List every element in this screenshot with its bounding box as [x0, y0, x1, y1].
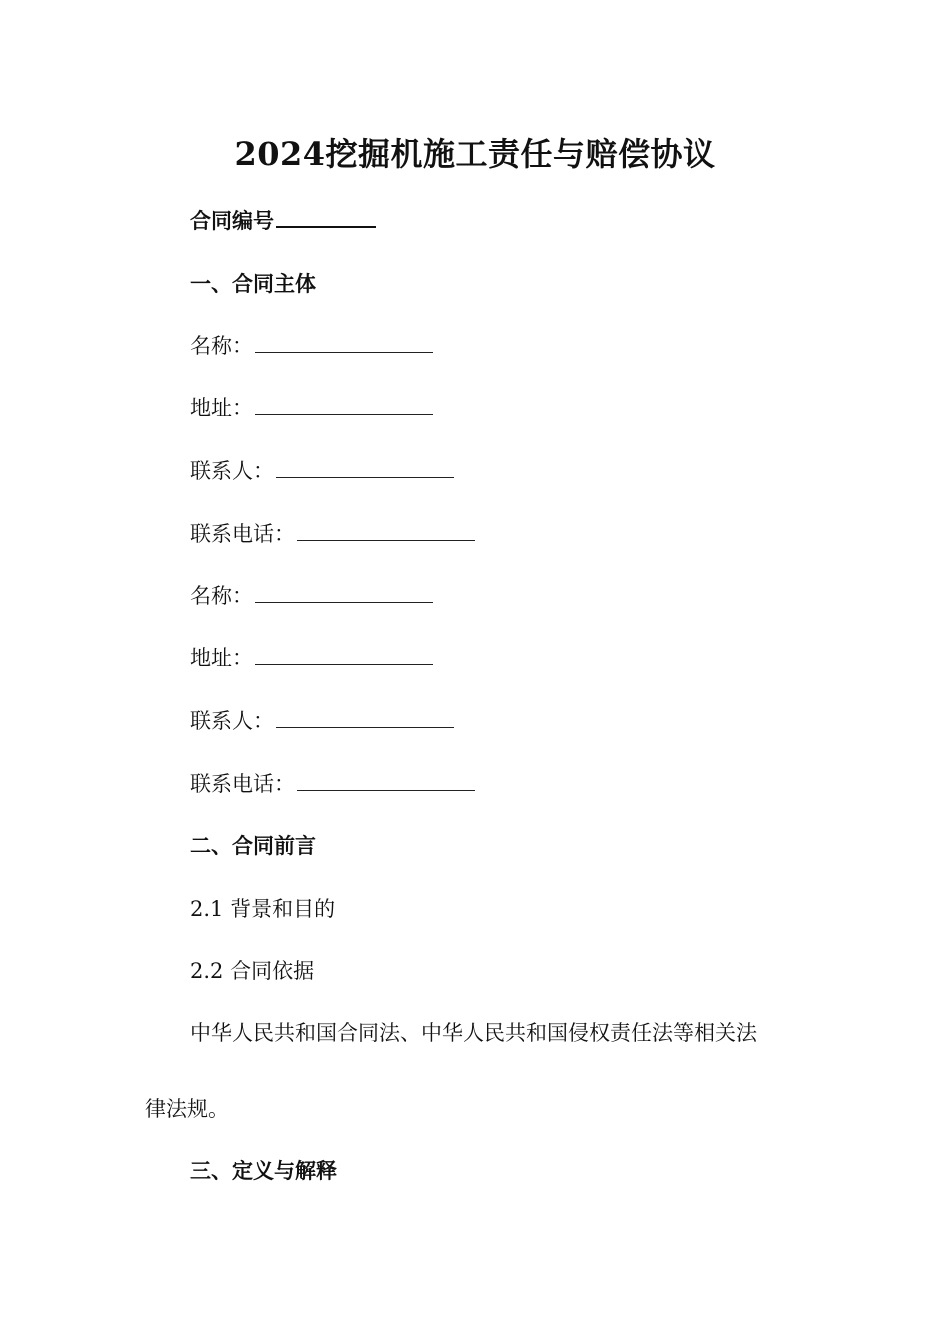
item-2-1: 2.1 背景和目的 — [190, 897, 336, 921]
party-a-name-blank[interactable] — [255, 332, 433, 353]
party-b-contact-row — [190, 707, 454, 735]
party-b-contact-label: 联系人： — [190, 709, 274, 733]
party-a-address-label: 地址： — [190, 396, 253, 420]
party-a-phone-blank[interactable] — [297, 520, 475, 541]
party-b-address-row — [190, 644, 433, 672]
party-a-name-label: 名称： — [190, 334, 253, 358]
party-a-phone-row — [190, 520, 475, 548]
party-a-contact-blank[interactable] — [276, 457, 454, 478]
party-a-address-row — [190, 394, 433, 422]
party-a-contact-row — [190, 457, 454, 485]
party-b-name-label: 名称： — [190, 584, 253, 608]
party-b-contact-blank[interactable] — [276, 707, 454, 728]
party-b-name-row — [190, 582, 433, 610]
section-3-heading: 三、定义与解释 — [190, 1158, 337, 1183]
legal-basis-paragraph-line2: 律法规。 — [145, 1097, 229, 1121]
contract-number-row — [190, 206, 376, 235]
party-b-phone-blank[interactable] — [297, 770, 475, 791]
item-2-2: 2.2 合同依据 — [190, 959, 315, 983]
party-a-name-row — [190, 332, 433, 360]
document-title: 2024挖掘机施工责任与赔偿协议 — [234, 135, 716, 173]
party-a-contact-label: 联系人： — [190, 459, 274, 483]
section-2-heading: 二、合同前言 — [190, 833, 316, 858]
party-a-phone-label: 联系电话： — [190, 522, 295, 546]
party-b-phone-row — [190, 770, 475, 798]
legal-basis-paragraph-line1: 中华人民共和国合同法、中华人民共和国侵权责任法等相关法 — [190, 1021, 757, 1045]
party-b-address-blank[interactable] — [255, 644, 433, 665]
party-b-address-label: 地址： — [190, 646, 253, 670]
section-1-heading: 一、合同主体 — [190, 271, 316, 296]
party-a-address-blank[interactable] — [255, 394, 433, 415]
contract-number-label: 合同编号 — [190, 208, 274, 233]
party-b-name-blank[interactable] — [255, 582, 433, 603]
party-b-phone-label: 联系电话： — [190, 772, 295, 796]
contract-number-blank[interactable] — [276, 206, 376, 228]
